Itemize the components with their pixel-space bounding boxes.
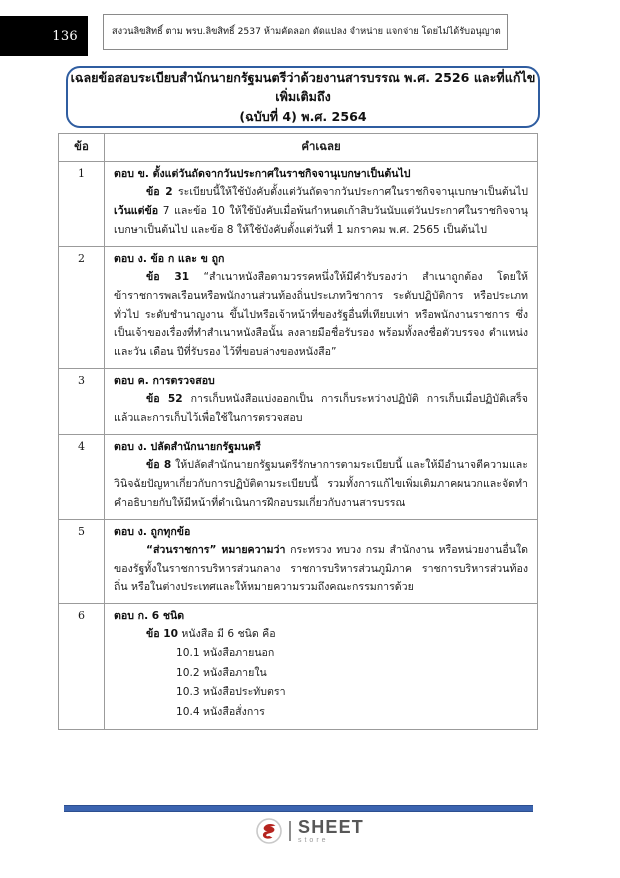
copyright-notice-box	[103, 14, 508, 50]
answer-explanation: ข้อ 2 ระเบียบนี้ให้ใช้บังคับตั้งแต่วันถัดจากวันประกาศในราชกิจจานุเบกษาเป็นต้นไป เว้นแต่ข้อ 7 และข้อ 10 ให้ใช้บังคับเมื่อพ้นกำหนดเก้าสิบวันนับแต่วันประกาศในราชกิจจานุเบกษาเป็นต้นไป และข้อ 8 ให้ใช้บังคับตั้งแต่วันที่ 1 มกราคม พ.ศ. 2565 เป็นต้นไป	[114, 186, 528, 236]
table-row	[59, 434, 538, 519]
document-title-line-2: (ฉบับที่ 4) พ.ศ. 2564	[239, 108, 367, 124]
answer-explanation: “ส่วนราชการ” หมายความว่า กระทรวง ทบวง กรม สำนักงาน หรือหน่วยงานอื่นใดของรัฐทั้งในราชการบริหารส่วนกลาง ราชการบริหารส่วนภูมิภาค ราชการบริหารส่วนท้องถิ่น หรือในต่างประเทศและให้หมายความรวมถึงคณะกรรมการด้วย	[114, 543, 529, 594]
row-number-cell: 3	[59, 369, 105, 435]
footer-blue-rule	[64, 805, 533, 812]
table-row	[59, 519, 538, 604]
answer-explanation: ข้อ 10 หนังสือ มี 6 ชนิด คือ	[146, 628, 276, 641]
column-header-number: ข้อ	[59, 134, 105, 162]
column-header-answer: คำเฉลย	[105, 134, 538, 162]
logo-name-text: SHEET	[297, 817, 364, 837]
row-answer-cell	[105, 246, 538, 368]
row-answer-cell	[105, 519, 538, 604]
answer-choice-line: ตอบ ก. 6 ชนิด	[114, 610, 185, 623]
table-row	[59, 162, 538, 247]
table-body	[59, 162, 538, 730]
footer-logo	[0, 818, 620, 844]
logo-divider	[289, 821, 291, 841]
answer-explanation: ข้อ 8 ให้ปลัดสำนักนายกรัฐมนตรีรักษาการตามระเบียบนี้ และให้มีอำนาจตีความและวินิจฉัยปัญหาเกี่ยวกับการปฏิบัติตามระเบียบนี้ รวมทั้งการแก้ไขเพิ่มเติมภาคผนวกและจัดทำคำอธิบายกับให้มีหน้าที่ดำเนินการฝึกอบรมเกี่ยวกับงานสารบรรณ	[114, 459, 528, 509]
copyright-text: สงวนลิขสิทธิ์ ตาม พรบ.ลิขสิทธิ์ 2537 ห้ามคัดลอก ดัดแปลง จำหน่าย แจกจ่าย โดยไม่ได้รับอนุญาต	[112, 26, 501, 38]
document-title-box	[66, 66, 540, 128]
row-answer-cell	[105, 369, 538, 435]
sheet-store-logo-icon	[256, 818, 282, 844]
answer-explanation: ข้อ 52 การเก็บหนังสือแบ่งออกเป็น การเก็บระหว่างปฏิบัติ การเก็บเมื่อปฏิบัติเสร็จแล้วและการเก็บไว้เพื่อใช้ในการตรวจสอบ	[114, 393, 528, 425]
answer-sub-item: 10.4 หนังสือสั่งการ	[176, 706, 265, 719]
row-number-cell: 2	[59, 246, 105, 368]
answer-choice-line: ตอบ ง. ถูกทุกข้อ	[114, 525, 191, 538]
row-answer-cell	[105, 604, 538, 729]
answer-choice-line: ตอบ ง. ปลัดสำนักนายกรัฐมนตรี	[114, 440, 261, 453]
document-title-line-1: เฉลยข้อสอบระเบียบสำนักนายกรัฐมนตรีว่าด้วยงานสารบรรณ พ.ศ. 2526 และที่แก้ไขเพิ่มเติมถึง	[70, 69, 536, 105]
page-number: 136	[52, 28, 78, 44]
answer-choice-line: ตอบ ข. ตั้งแต่วันถัดจากวันประกาศในราชกิจจานุเบกษาเป็นต้นไป	[114, 168, 411, 180]
row-answer-cell	[105, 162, 538, 247]
answer-choice-line: ตอบ ง. ข้อ ก และ ข ถูก	[114, 252, 225, 265]
table-row	[59, 369, 538, 435]
logo-wordmark	[298, 818, 364, 844]
page-number-tab	[0, 16, 88, 56]
answer-explanation: ข้อ 31 “สำเนาหนังสือตามวรรคหนึ่งให้มีคำรับรองว่า สำเนาถูกต้อง โดยให้ข้าราชการพลเรือนหรือพนักงานส่วนท้องถิ่นประเภทวิชาการ ระดับปฏิบัติการ หรือประเภททั่วไป ระดับชำนาญงาน ขึ้นไปหรือเจ้าหน้าที่ของรัฐอื่นที่เทียบเท่า หรือพนักงานราชการ ซึ่งเป็นเจ้าของเรื่องที่ทำสำเนาหนังสือนั้น ลงลายมือชื่อรับรอง พร้อมทั้งลงชื่อตัวบรรจง ตำแหน่ง และวัน เดือน ปีที่รับรอง ไว้ที่ขอบล่างของหนังสือ”	[114, 270, 528, 359]
answer-key-table	[58, 133, 538, 730]
row-number-cell: 1	[59, 162, 105, 247]
table-header-row	[59, 134, 538, 162]
answer-sub-item: 10.2 หนังสือภายใน	[176, 666, 267, 679]
answer-sub-item: 10.3 หนังสือประทับตรา	[176, 686, 286, 699]
row-number-cell: 4	[59, 434, 105, 519]
table-row	[59, 604, 538, 729]
table-row	[59, 246, 538, 368]
answer-choice-line: ตอบ ค. การตรวจสอบ	[114, 375, 215, 388]
logo-sub-text: store	[297, 837, 329, 844]
answer-sub-item: 10.1 หนังสือภายนอก	[176, 647, 275, 660]
row-number-cell: 6	[59, 604, 105, 729]
row-number-cell: 5	[59, 519, 105, 604]
row-answer-cell	[105, 434, 538, 519]
